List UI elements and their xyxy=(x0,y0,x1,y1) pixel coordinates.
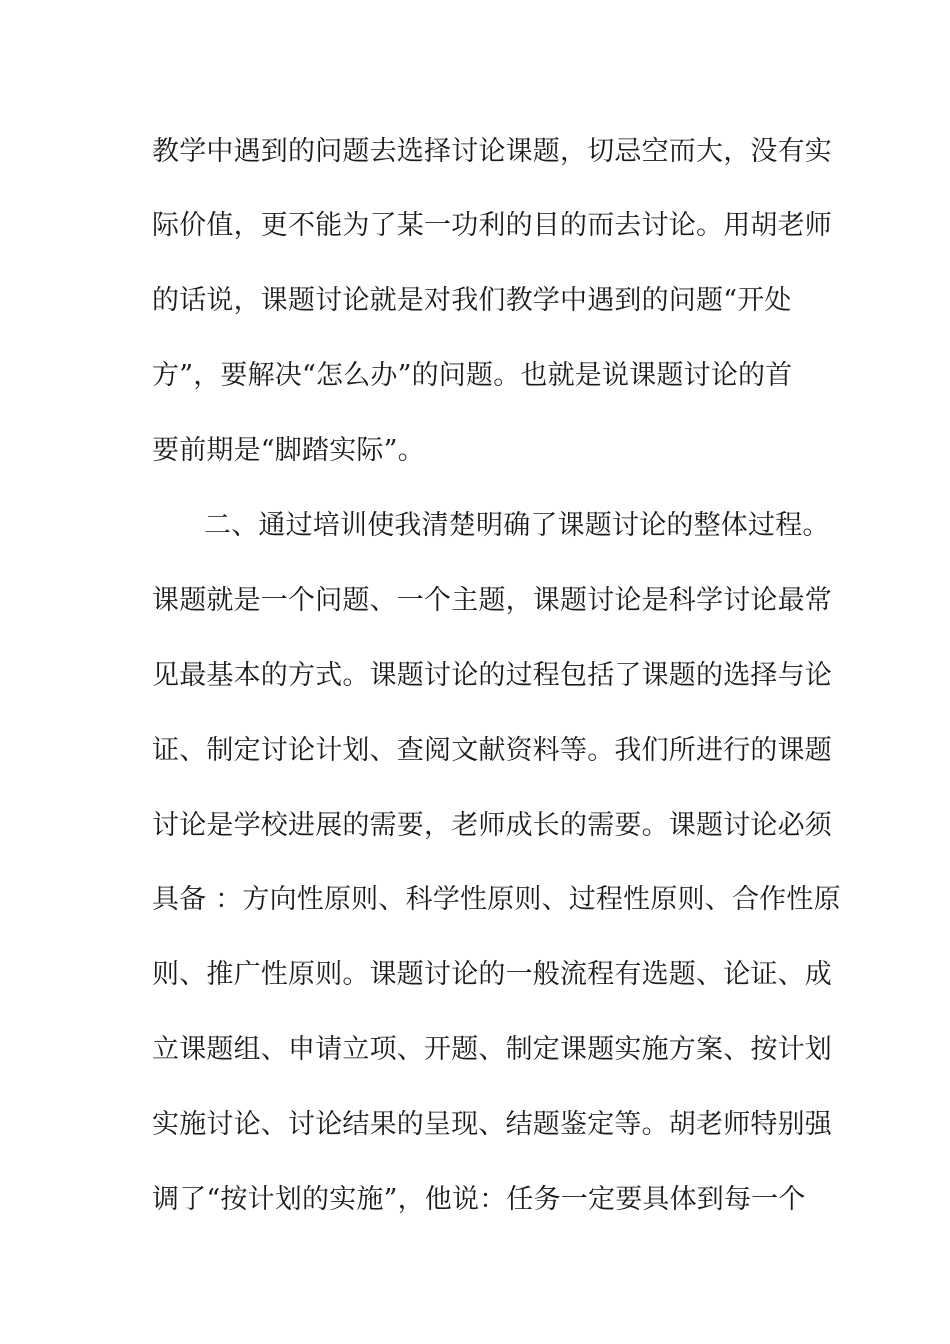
text-line-4: 方”，要解决“怎么办”的问题。也就是说课题讨论的首 xyxy=(152,360,793,391)
text-line-10: 讨论是学校进展的需要，老师成长的需要。课题讨论必须 xyxy=(152,810,832,841)
text-line-9: 证、制定讨论计划、查阅文献资料等。我们所进行的课题 xyxy=(152,735,832,766)
text-line-1: 教学中遇到的问题去选择讨论课题，切忌空而大，没有实 xyxy=(152,136,832,167)
text-line-7: 课题就是一个问题、一个主题，课题讨论是科学讨论最常 xyxy=(152,585,832,616)
text-line-11: 具备 ：方向性原则、科学性原则、过程性原则、合作性原 xyxy=(152,884,841,915)
text-line-2: 际价值，更不能为了某一功利的目的而去讨论。用胡老师 xyxy=(152,210,832,241)
text-line-8: 见最基本的方式。课题讨论的过程包括了课题的选择与论 xyxy=(152,660,832,691)
text-line-15: 调了“按计划的实施”，他说：任务一定要具体到每一个 xyxy=(152,1184,806,1215)
section-heading-2: 二、通过培训使我清楚明确了课题讨论的整体过程。 xyxy=(204,510,830,541)
text-line-13: 立课题组、申请立项、开题、制定课题实施方案、按计划 xyxy=(152,1034,832,1065)
text-line-12: 则、推广性原则。课题讨论的一般流程有选题、论证、成 xyxy=(152,959,832,990)
text-line-3: 的话说，课题讨论就是对我们教学中遇到的问题“开处 xyxy=(152,285,792,316)
text-line-14: 实施讨论、讨论结果的呈现、结题鉴定等。胡老师特别强 xyxy=(152,1109,832,1140)
text-line-5: 要前期是“脚踏实际”。 xyxy=(152,435,425,466)
